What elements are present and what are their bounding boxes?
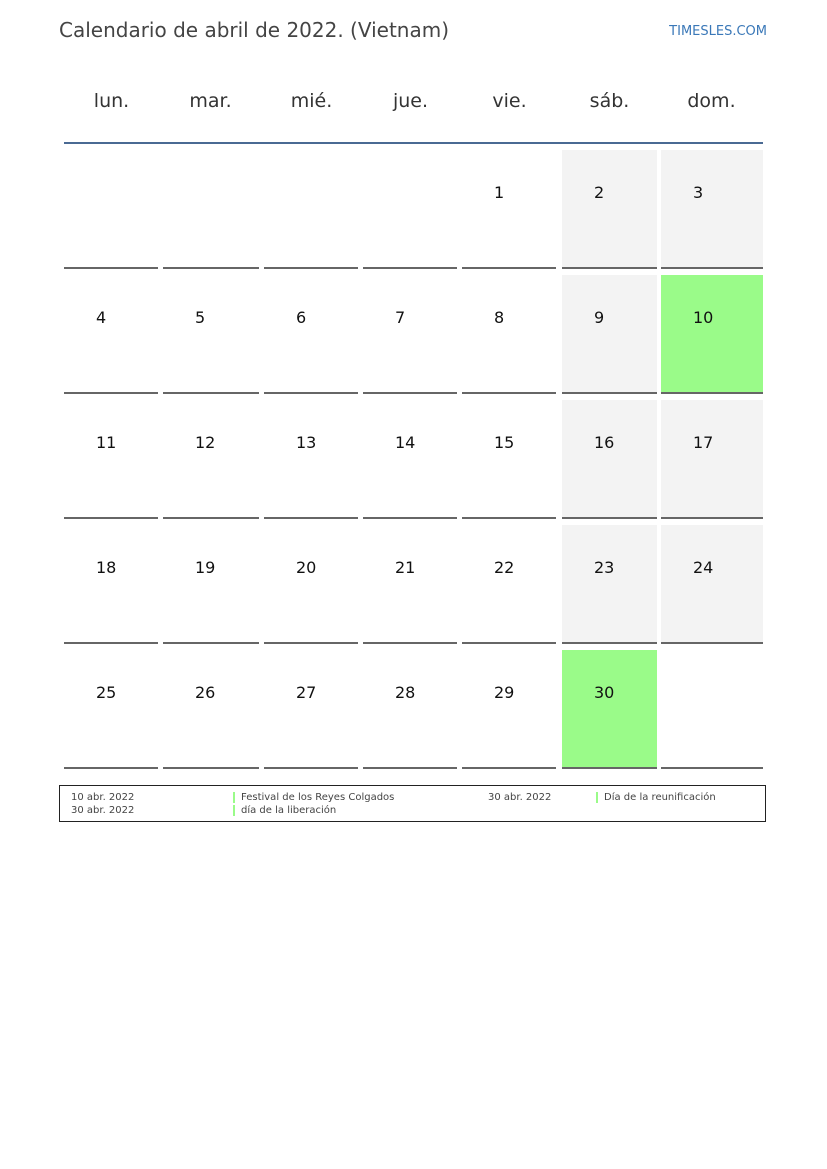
calendar-day-cell [64, 400, 158, 519]
legend-color-marker [233, 805, 235, 816]
day-number: 27 [296, 683, 317, 702]
weekday-header-tue: mar. [189, 90, 232, 112]
day-number: 28 [395, 683, 416, 702]
day-number: 10 [693, 308, 714, 327]
legend-date: 30 abr. 2022 [488, 792, 552, 803]
site-link[interactable]: TIMESLES.COM [669, 24, 767, 39]
day-number: 6 [296, 308, 307, 327]
day-number: 7 [395, 308, 406, 327]
calendar-cell-empty [64, 150, 158, 269]
header-divider [64, 142, 763, 144]
calendar-day-cell [264, 525, 358, 644]
day-number: 3 [693, 183, 704, 202]
day-number: 26 [195, 683, 216, 702]
legend-holiday-name: Día de la reunificación [604, 792, 716, 803]
calendar-day-cell [462, 400, 556, 519]
weekday-header-sun: dom. [687, 90, 736, 112]
holiday-legend [59, 785, 766, 822]
day-number: 1 [494, 183, 505, 202]
calendar-day-cell [562, 150, 657, 269]
calendar-day-cell [64, 525, 158, 644]
day-number: 22 [494, 558, 515, 577]
calendar-day-cell [661, 275, 763, 394]
calendar-day-cell [363, 525, 457, 644]
calendar-day-cell [562, 275, 657, 394]
day-number: 11 [96, 433, 117, 452]
day-number: 15 [494, 433, 515, 452]
calendar-day-cell [264, 275, 358, 394]
calendar-day-cell [163, 650, 259, 769]
day-number: 14 [395, 433, 416, 452]
legend-holiday-name: día de la liberación [241, 805, 337, 816]
day-number: 25 [96, 683, 117, 702]
calendar-day-cell [562, 400, 657, 519]
calendar-day-cell [363, 400, 457, 519]
day-number: 12 [195, 433, 216, 452]
calendar-day-cell [462, 150, 556, 269]
weekday-header-sat: sáb. [589, 90, 630, 112]
day-number: 19 [195, 558, 216, 577]
calendar-day-cell [562, 650, 657, 769]
day-number: 9 [594, 308, 605, 327]
day-number: 29 [494, 683, 515, 702]
day-number: 18 [96, 558, 117, 577]
legend-color-marker [596, 792, 598, 803]
legend-holiday-name: Festival de los Reyes Colgados [241, 792, 395, 803]
weekday-header-row [64, 90, 763, 120]
calendar-day-cell [264, 400, 358, 519]
day-number: 17 [693, 433, 714, 452]
legend-date: 30 abr. 2022 [71, 805, 135, 816]
day-number: 24 [693, 558, 714, 577]
calendar-day-cell [462, 650, 556, 769]
weekday-header-thu: jue. [392, 90, 429, 112]
calendar-day-cell [462, 275, 556, 394]
calendar-day-cell [64, 275, 158, 394]
legend-date: 10 abr. 2022 [71, 792, 135, 803]
calendar-day-cell [363, 275, 457, 394]
calendar-day-cell [163, 400, 259, 519]
calendar-day-cell [462, 525, 556, 644]
calendar-day-cell [64, 650, 158, 769]
calendar-day-cell [661, 150, 763, 269]
day-number: 4 [96, 308, 107, 327]
calendar-cell-empty [163, 150, 259, 269]
calendar-day-cell [264, 650, 358, 769]
calendar-day-cell [661, 400, 763, 519]
day-number: 21 [395, 558, 416, 577]
day-number: 8 [494, 308, 505, 327]
day-number: 13 [296, 433, 317, 452]
calendar-day-cell [363, 650, 457, 769]
calendar-cell-empty [661, 650, 763, 769]
day-number: 5 [195, 308, 206, 327]
weekday-header-wed: mié. [290, 90, 333, 112]
day-number: 16 [594, 433, 615, 452]
calendar-cell-empty [264, 150, 358, 269]
day-number: 20 [296, 558, 317, 577]
weekday-header-mon: lun. [93, 90, 130, 112]
calendar-day-cell [163, 275, 259, 394]
page-title: Calendario de abril de 2022. (Vietnam) [59, 18, 450, 42]
day-number: 30 [594, 683, 615, 702]
day-number: 23 [594, 558, 615, 577]
calendar-cell-empty [363, 150, 457, 269]
calendar-day-cell [163, 525, 259, 644]
calendar-day-cell [562, 525, 657, 644]
weekday-header-fri: vie. [492, 90, 527, 112]
day-number: 2 [594, 183, 605, 202]
legend-color-marker [233, 792, 235, 803]
calendar-day-cell [661, 525, 763, 644]
